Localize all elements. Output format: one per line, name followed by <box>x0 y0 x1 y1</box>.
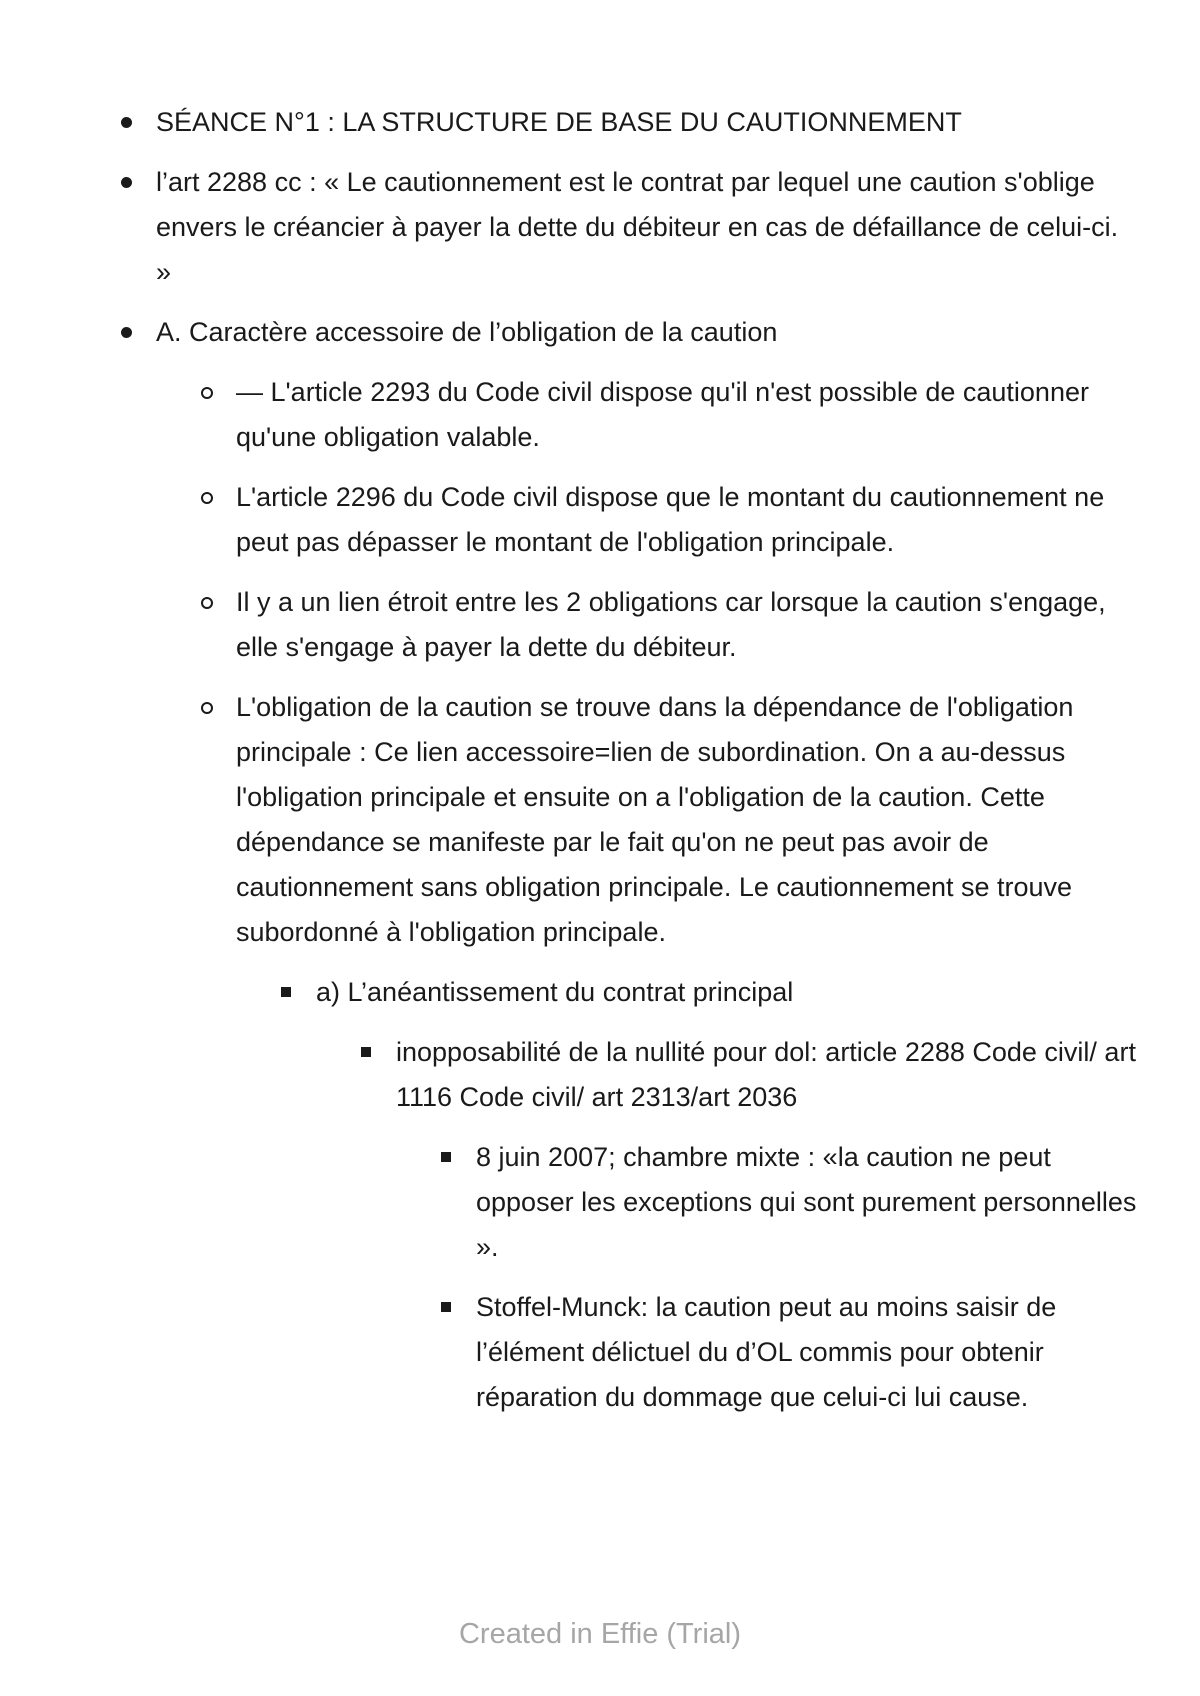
outline-item-aneantissement <box>120 970 1140 1015</box>
item-text: Stoffel-Munck: la caution peut au moins saisir de l’élément délictuel du d’OL commis pour obtenir réparation du dommage que celui-ci lui cause. <box>476 1292 1057 1412</box>
outline-item-chambre-mixte <box>120 1135 1140 1270</box>
circle-bullet-icon <box>201 702 213 714</box>
outline-item-lien-etroit <box>120 580 1140 670</box>
outline-list <box>120 100 1140 1435</box>
outline-item-stoffel-munck <box>120 1285 1140 1420</box>
disc-bullet-icon <box>121 117 132 128</box>
item-text: A. Caractère accessoire de l’obligation de la caution <box>156 317 778 347</box>
square-bullet-icon <box>281 987 291 997</box>
item-text: 8 juin 2007; chambre mixte : «la caution ne peut opposer les exceptions qui sont purement personnelles ». <box>476 1142 1137 1262</box>
outline-item-inopposabilite <box>120 1030 1140 1120</box>
item-text: L'article 2296 du Code civil dispose que le montant du cautionnement ne peut pas dépasser le montant de l'obligation principale. <box>236 482 1105 557</box>
item-text: inopposabilité de la nullité pour dol: article 2288 Code civil/ art 1116 Code civil/ art 2313/art 2036 <box>396 1037 1136 1112</box>
disc-bullet-icon <box>121 327 132 338</box>
square-bullet-icon <box>361 1047 371 1057</box>
outline-item-dependance <box>120 685 1140 955</box>
outline-item-heading-a <box>120 310 1140 355</box>
outline-item-definition <box>120 160 1140 295</box>
item-text: L'obligation de la caution se trouve dans la dépendance de l'obligation principale : Ce lien accessoire=lien de subordination. On a au-dessus l'obligation principale et ensuite on a l'obligation de la caution. Cette dépendance se manifeste par le fait qu'on ne peut pas avoir de cautionnement sans obligation principale. Le cautionnement se trouve subordonné à l'obligation principale. <box>236 692 1074 947</box>
section-title: SÉANCE N°1 : LA STRUCTURE DE BASE DU CAUTIONNEMENT <box>156 107 962 137</box>
watermark-footer: Created in Effie (Trial) <box>458 1618 742 1650</box>
item-text: — L'article 2293 du Code civil dispose qu'il n'est possible de cautionner qu'une obligation valable. <box>236 377 1089 452</box>
square-bullet-icon <box>441 1302 451 1312</box>
circle-bullet-icon <box>201 492 213 504</box>
disc-bullet-icon <box>121 177 132 188</box>
outline-item-article-2296 <box>120 475 1140 565</box>
outline-item-article-2293 <box>120 370 1140 460</box>
square-bullet-icon <box>441 1152 451 1162</box>
item-text: Il y a un lien étroit entre les 2 obligations car lorsque la caution s'engage, elle s'engage à payer la dette du débiteur. <box>236 587 1106 662</box>
circle-bullet-icon <box>201 387 213 399</box>
item-text: l’art 2288 cc : « Le cautionnement est le contrat par lequel une caution s'oblige envers le créancier à payer la dette du débiteur en cas de défaillance de celui-ci. » <box>156 167 1119 287</box>
circle-bullet-icon <box>201 597 213 609</box>
outline-item-title <box>120 100 1140 145</box>
item-text: a) L’anéantissement du contrat principal <box>316 977 794 1007</box>
